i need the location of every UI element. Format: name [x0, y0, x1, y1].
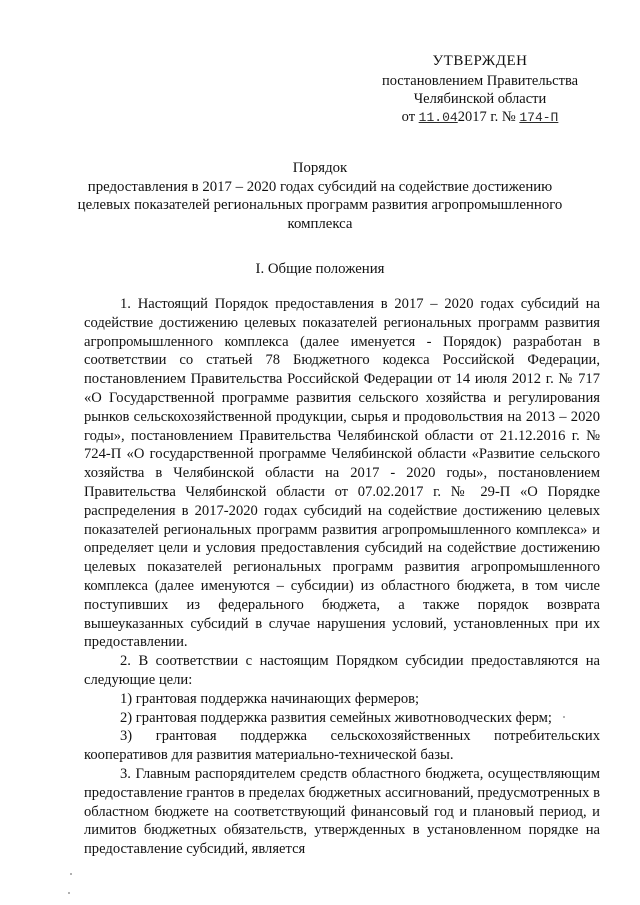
approval-line-1: постановлением Правительства [381, 73, 579, 89]
paragraph: 3. Главным распорядителем средств областного бюджета, осуществляющим предоставление грантов в пределах бюджетных ассигнований, предусмотренных в областном бюджете на соответствующий финансовый год и плановый период, и лимитов бюджетных обязательств, утвержденных в установленном порядке на предоставление субсидий, является [84, 765, 600, 858]
title-line-1: Порядок [292, 160, 348, 176]
approval-stamp-block [360, 52, 600, 127]
scan-speck [70, 873, 72, 875]
section-heading: I. Общие положения [255, 261, 385, 277]
approval-date-line [360, 108, 600, 127]
document-title [70, 159, 570, 233]
paragraph: 3) грантовая поддержка сельскохозяйственных потребительских кооперативов для развития материально-технической базы. [84, 728, 600, 764]
approval-date-prefix: от [401, 109, 416, 125]
scan-speck [563, 716, 565, 718]
approval-date-year: 2017 г. № [457, 109, 516, 125]
approval-line-2: Челябинской области [413, 91, 547, 107]
document-body [84, 295, 600, 859]
paragraph: 2. В соответствии с настоящим Порядком субсидии предоставляются на следующие цели: [84, 653, 600, 688]
approval-heading: УТВЕРЖДЕН [432, 53, 528, 69]
paragraph: 2) грантовая поддержка развития семейных животноводческих ферм; [120, 709, 552, 726]
approval-date-day-month: 11.04 [418, 110, 458, 125]
title-line-2: предоставления в 2017 – 2020 годах субсидий на содействие достижению целевых показателей региональных программ развития агропромышленного комплекса [77, 178, 563, 232]
approval-number: 174-П [519, 110, 559, 125]
scan-speck [68, 892, 70, 894]
paragraph: 1. Настоящий Порядок предоставления в 2017 – 2020 годах субсидий на содействие достижению целевых показателей региональных программ развития агропромышленного комплекса (далее именуется - Порядок) разработан в соответствии со статьей 78 Бюджетного кодекса Российской Федерации, постановлением Правительства Российской Федерации от 14 июля 2012 г. № 717 «О Государственной программе развития сельского хозяйства и регулирования рынков сельскохозяйственной продукции, сырья и продовольствия на 2013 – 2020 годы», постановлением Правительства Челябинской области от 21.12.2016 г. № 724-П «О государственной программе Челябинской области «Развитие сельского хозяйства в Челябинской области на 2017 - 2020 годы», постановлением Правительства Челябинской области от 07.02.2017 г. № 29-П «О Порядке распределения в 2017-2020 годах субсидий на содействие достижению целевых показателей региональных программ развития агропромышленного комплекса» и определяет цели и условия предоставления субсидий на содействие достижению целевых показателей региональных программ развития агропромышленного комплекса (далее именуются – субсидии) из областного бюджета, в том числе поступивших из федерального бюджета, а также порядок возврата вышеуказанных субсидий в случае нарушения условий, установленных при их предоставлении. [84, 296, 600, 651]
paragraph: 1) грантовая поддержка начинающих фермеров; [120, 690, 420, 707]
